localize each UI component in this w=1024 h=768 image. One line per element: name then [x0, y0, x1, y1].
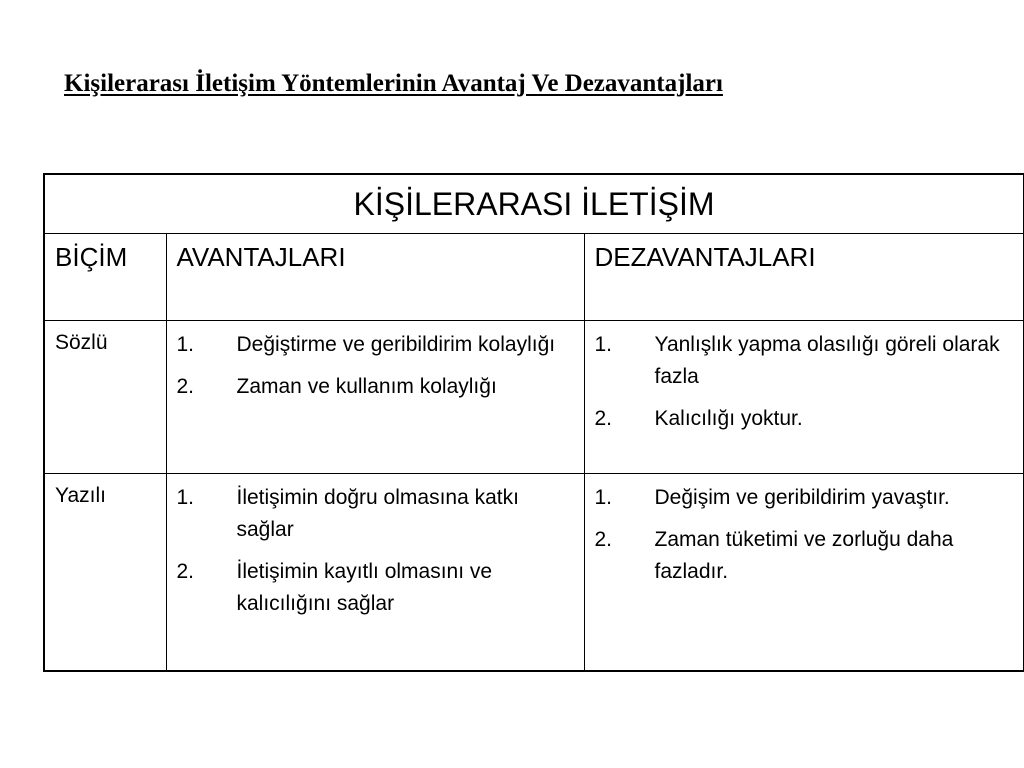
comparison-table: [43, 173, 1024, 672]
page-title: Kişilerarası İletişim Yöntemlerinin Avantaj Ve Dezavantajları: [64, 70, 723, 97]
list-item: [177, 482, 574, 546]
column-header-form: BİÇİM: [44, 234, 166, 321]
list-number: 1.: [594, 486, 613, 509]
form-label: Sözlü: [55, 331, 108, 354]
advantages-cell: [166, 321, 584, 474]
disadvantages-list: [585, 474, 1024, 588]
disadvantages-cell: [584, 321, 1024, 474]
advantages-list: [167, 321, 584, 403]
list-item: [595, 482, 1014, 514]
list-text: Değişim ve geribildirim yavaştır.: [654, 486, 950, 509]
table-row: [44, 321, 1024, 474]
column-header-advantages: AVANTAJLARI: [166, 234, 584, 321]
table-header: KİŞİLERARASI İLETİŞİM: [44, 174, 1024, 234]
list-text: Kalıcılığı yoktur.: [654, 407, 803, 430]
column-header-row: [44, 234, 1024, 321]
list-number: 2.: [594, 407, 613, 430]
advantages-list: [167, 474, 584, 620]
form-label: Yazılı: [55, 484, 106, 507]
list-number: 2.: [594, 528, 613, 551]
list-text: Değiştirme ve geribildirim kolaylığı: [236, 333, 556, 356]
list-number: 2.: [176, 560, 195, 583]
comparison-table-container: [43, 173, 1023, 672]
form-cell: [44, 474, 166, 672]
list-item: [177, 556, 574, 620]
column-header-disadvantages: DEZAVANTAJLARI: [584, 234, 1024, 321]
list-item: [595, 524, 1014, 588]
list-text: Yanlışlık yapma olasılığı göreli olarak fazla: [654, 333, 1000, 388]
advantages-cell: [166, 474, 584, 672]
list-number: 1.: [594, 333, 613, 356]
list-number: 1.: [176, 486, 195, 509]
disadvantages-cell: [584, 474, 1024, 672]
list-item: [177, 329, 574, 361]
table-header-row: [44, 174, 1024, 234]
list-item: [595, 403, 1014, 435]
form-cell: [44, 321, 166, 474]
list-text: İletişimin kayıtlı olmasını ve kalıcılığını sağlar: [236, 560, 493, 615]
table-row: [44, 474, 1024, 672]
list-text: İletişimin doğru olmasına katkı sağlar: [236, 486, 519, 541]
list-item: [595, 329, 1014, 393]
list-number: 1.: [176, 333, 195, 356]
list-text: Zaman ve kullanım kolaylığı: [236, 375, 497, 398]
list-item: [177, 371, 574, 403]
list-number: 2.: [176, 375, 195, 398]
list-text: Zaman tüketimi ve zorluğu daha fazladır.: [654, 528, 954, 583]
disadvantages-list: [585, 321, 1024, 435]
